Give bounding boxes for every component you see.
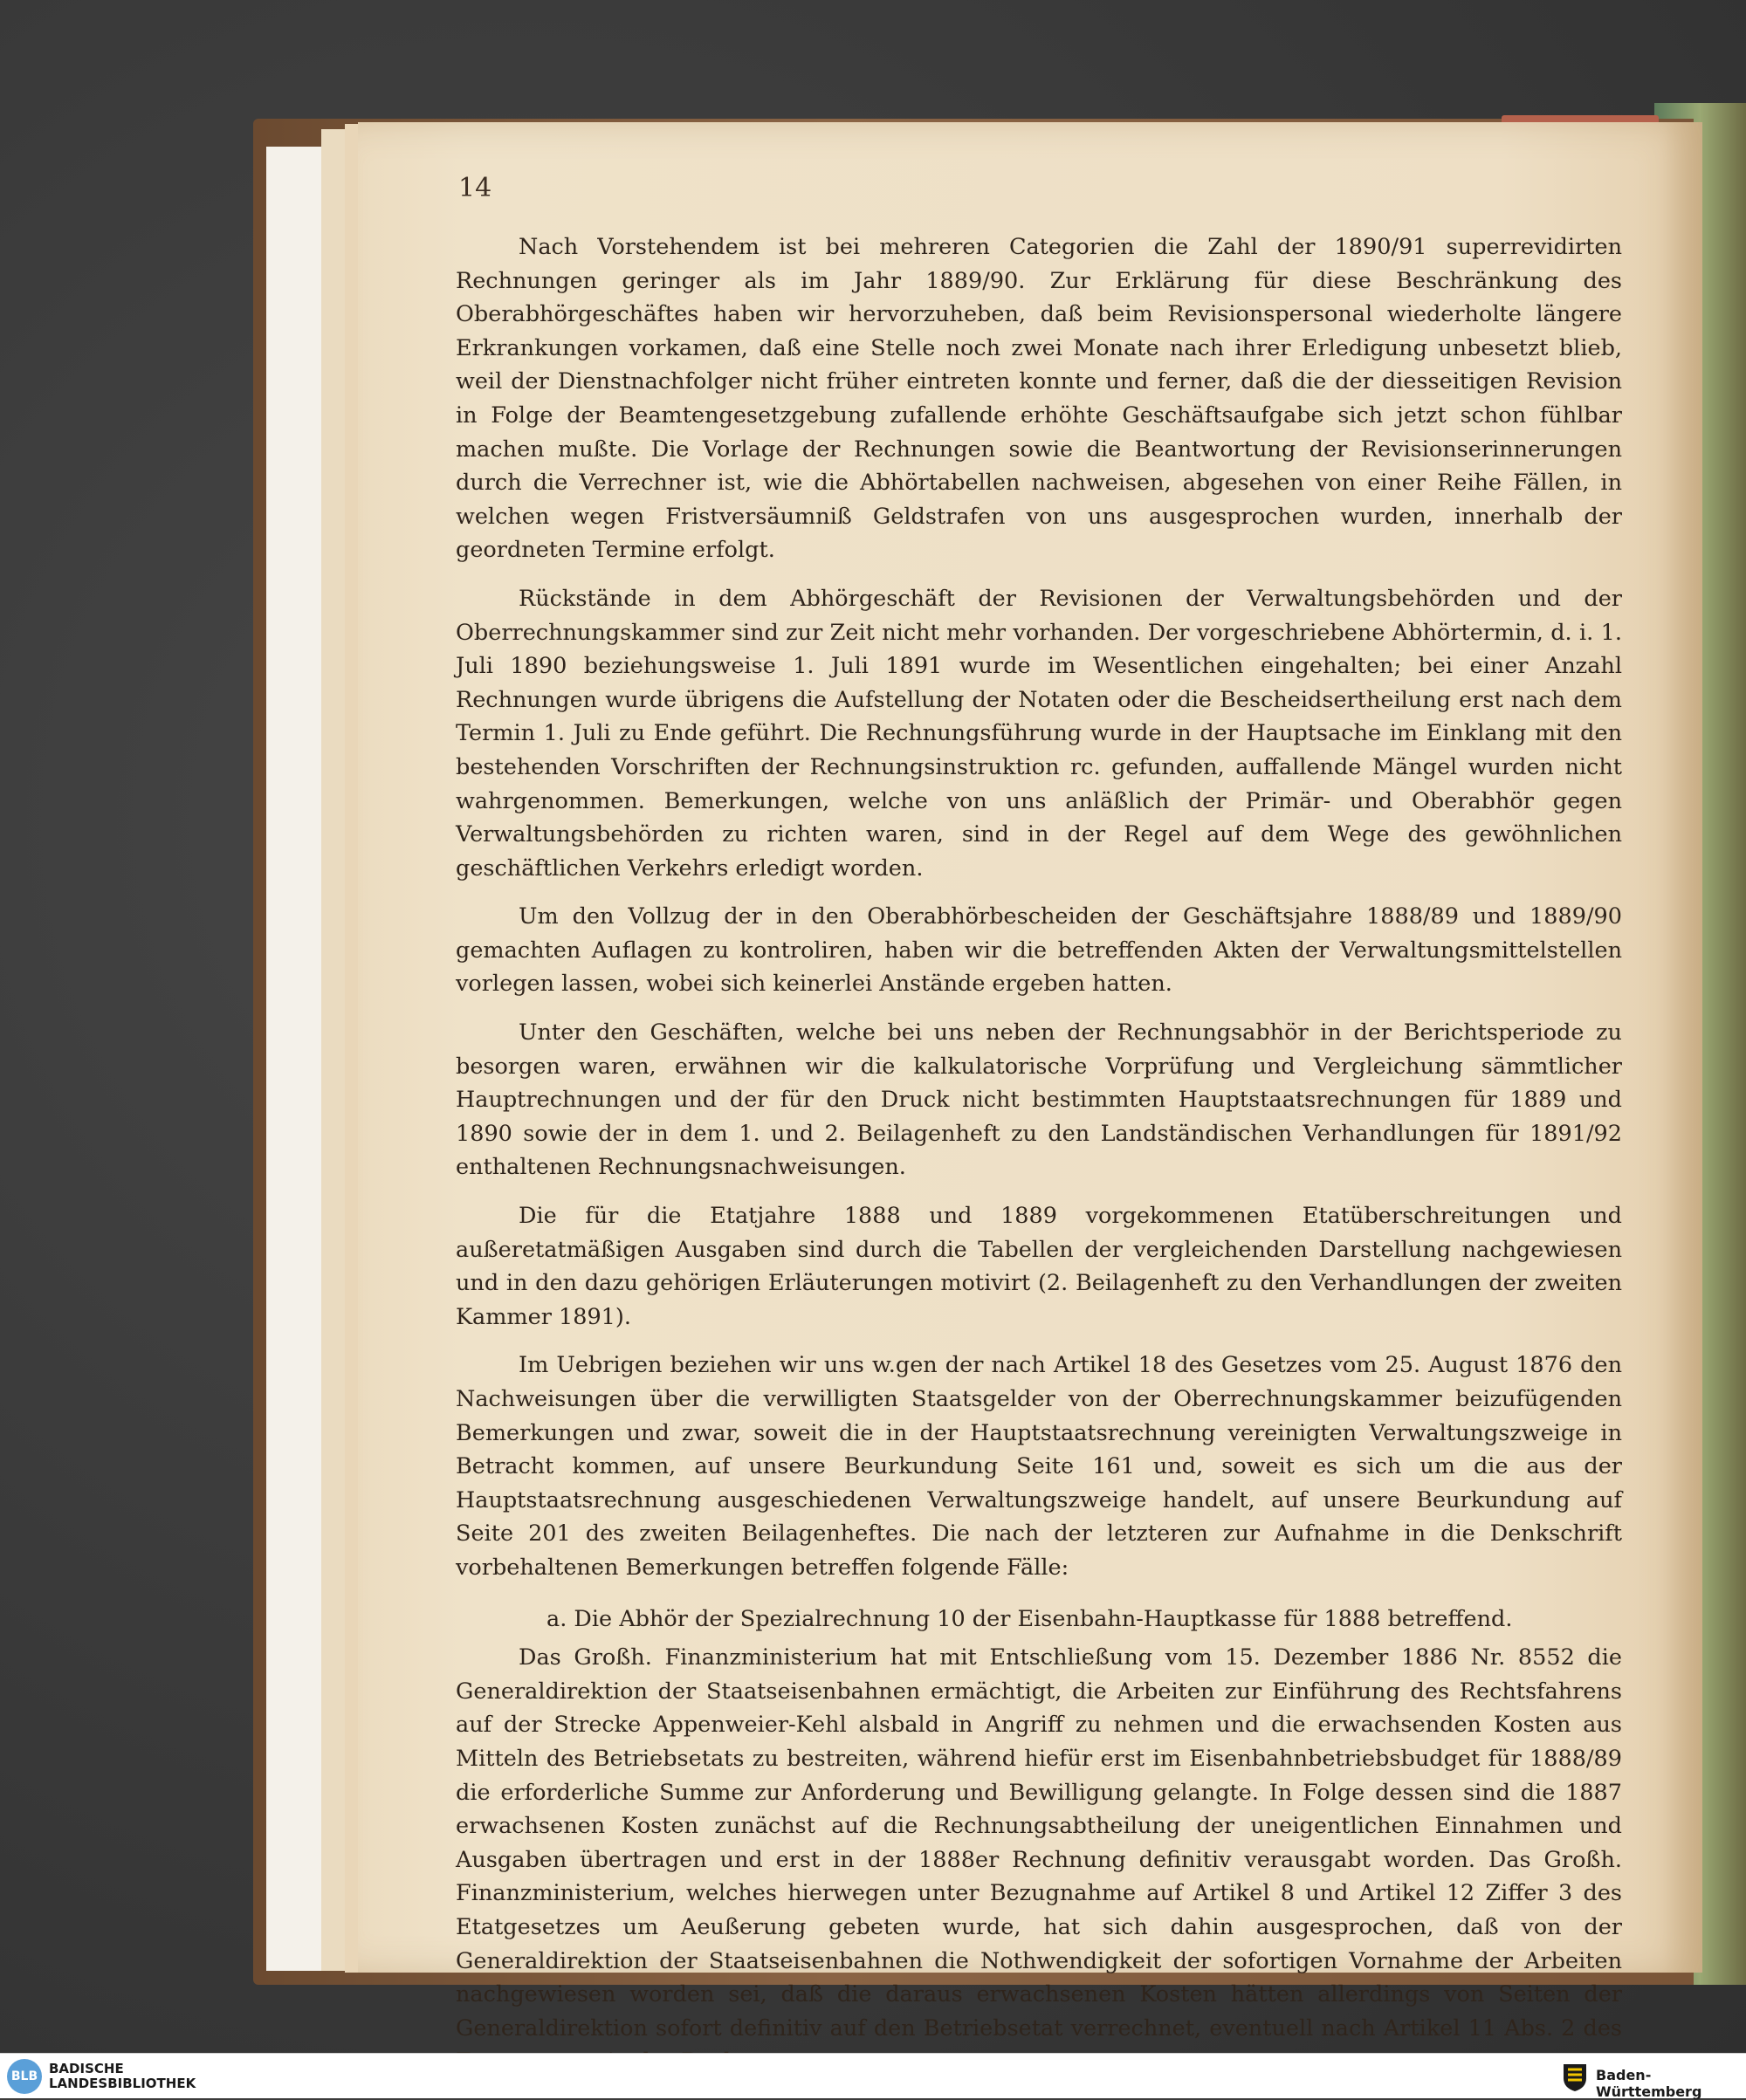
paragraph: Um den Vollzug der in den Oberabhörbescheiden der Geschäftsjahre 1888/89 und 1889/90 gemachten Auflagen zu kontroliren, haben wir die betreffenden Akten der Verwaltungsmittelstellen vorlegen lassen, wobei sich keinerlei Anstände ergeben hatten. xyxy=(456,903,1622,998)
state-name: Baden-Württemberg xyxy=(1596,2067,1702,2100)
library-name xyxy=(49,2062,196,2091)
paragraph: Die für die Etatjahre 1888 und 1889 vorgekommenen Etatüberschreitungen und außeretatmäßigen Ausgaben sind durch die Tabellen der vergleichenden Darstellung nachgewiesen und in den dazu gehörigen Erläuterungen motivirt (2. Beilagenheft zu den Verhandlungen der zweiten Kammer 1891). xyxy=(456,1203,1622,1330)
paragraph: Rückstände in dem Abhörgeschäft der Revisionen der Verwaltungsbehörden und der Oberrechnungskammer sind zur Zeit nicht mehr vorhanden. Der vorgeschriebene Abhörtermin, d. i. 1. Juli 1890 beziehungsweise 1. Juli 1891 wurde im Wesentlichen eingehalten; bei einer Anzahl Rechnungen wurde übrigens die Aufstellung der Notaten oder die Bescheidsertheilung erst nach dem Termin 1. Juli zu Ende geführt. Die Rechnungsführung wurde in der Hauptsache im Einklang mit den bestehenden Vorschriften der Rechnungsinstruktion rc. gefunden, auffallende Mängel wurden nicht wahrgenommen. Bemerkungen, welche von uns anläßlich der Primär- und Oberabhör gegen Verwaltungsbehörden zu richten waren, sind in der Regel auf dem Wege des gewöhnlichen geschäftlichen Verkehrs erledigt worden. xyxy=(456,585,1622,882)
paragraph: Das Großh. Finanzministerium hat mit Entschließung vom 15. Dezember 1886 Nr. 8552 die Generaldirektion der Staatseisenbahnen ermächtigt, die Arbeiten zur Einführung des Rechtsfahrens auf der Strecke Appenweier-Kehl alsbald in Angriff zu nehmen und die erwachsenden Kosten aus Mitteln des Betriebsetats zu bestreiten, während hiefür erst im Eisenbahnbetriebsbudget für 1888/89 die erforderliche Summe zur Anforderung und Bewilligung gelangte. In Folge dessen sind die 1887 erwachsenen Kosten zunächst auf die Rechnungsabtheilung der uneigentlichen Einnahmen und Ausgaben übertragen und erst in der 1888er Rechnung definitiv verausgabt worden. Das Großh. Finanzministerium, welches hierwegen unter Bezugnahme auf Artikel 8 und Artikel 12 Ziffer 3 des Etatgesetzes um Aeußerung gebeten wurde, hat sich dahin ausgesprochen, daß von der Generaldirektion der Staatseisenbahnen die Nothwendigkeit der sofortigen Vornahme der Arbeiten nachgewiesen worden sei, daß die daraus erwachsenen Kosten hätten allerdings von Seiten der Generaldirektion sofort definitiv auf den Betriebsetat verrechnet, eventuell nach Artikel 11 Abs. 2 des xyxy=(456,1644,1622,2042)
page-number: 14 xyxy=(458,173,492,203)
paragraph: Nach Vorstehendem ist bei mehreren Categorien die Zahl der 1890/91 superrevidirten Rechnungen geringer als im Jahr 1889/90. Zur Erklärung für diese Beschränkung des Oberabhörgeschäftes haben wir hervorzuheben, daß beim Revisionspersonal wiederholte längere Erkrankungen vorkamen, daß eine Stelle noch zwei Monate nach ihrer Erledigung unbesetzt blieb, weil der Dienstnachfolger nicht früher eintreten konnte und ferner, daß die der diesseitigen Revision in Folge der Beamtengesetzgebung zufallende erhöhte Geschäftsaufgabe sich jetzt schon fühlbar machen mußte. Die Vorlage der Rechnungen sowie die Beantwortung der Revisionserinnerungen durch die Verrechner ist, wie die Abhörtabellen nachweisen, abgesehen von einer Reihe Fällen, in welchen wegen Fristversäumniß Geldstrafen von uns ausgesprochen wurden, innerhalb der geordneten Termine erfolgt. xyxy=(456,234,1622,564)
blb-logo-icon[interactable]: BLB xyxy=(7,2059,42,2094)
library-name-line1: BADISCHE xyxy=(49,2061,124,2076)
paragraph: Im Uebrigen beziehen wir uns w.gen der nach Artikel 18 des Gesetzes vom 25. August 1876 den Nachweisungen über die verwilligten Staatsgelder von der Oberrechnungskammer beizufügenden Bemerkungen und zwar, soweit die in der Hauptstaatsrechnung vereinigten Verwaltungszweige in Betracht kommen, auf unsere Beurkundung Seite 161 und, soweit es sich um die aus der Hauptstaatsrechnung ausgeschiedenen Verwaltungszweige handelt, auf unsere Beurkundung auf Seite 201 des zweiten Beilagenheftes. Die nach der letzteren zur Aufnahme in die Denkschrift vorbehaltenen Bemerkungen betreffen folgende Fälle: xyxy=(456,1352,1622,1581)
library-name-line2: LANDESBIBLIOTHEK xyxy=(49,2076,196,2091)
viewer-footer xyxy=(0,2053,1746,2098)
baden-wuerttemberg-lions-icon[interactable] xyxy=(1560,2061,1590,2092)
paragraph: Unter den Geschäften, welche bei uns neben der Rechnungsabhör in der Berichtsperiode zu besorgen waren, erwähnen wir die kalkulatorische Vorprüfung und Vergleichung sämmtlicher Hauptrechnungen und der für den Druck nicht bestimmten Hauptstaatsrechnungen für 1889 und 1890 sowie der in dem 1. und 2. Beilagenheft zu den Landständischen Verhandlungen für 1891/92 enthaltenen Rechnungsnachweisungen. xyxy=(456,1019,1622,1181)
page-body xyxy=(456,230,1622,2094)
section-heading: a. Die Abhör der Spezialrechnung 10 der Eisenbahn-Hauptkasse für 1888 betreffend. xyxy=(546,1605,1513,1632)
